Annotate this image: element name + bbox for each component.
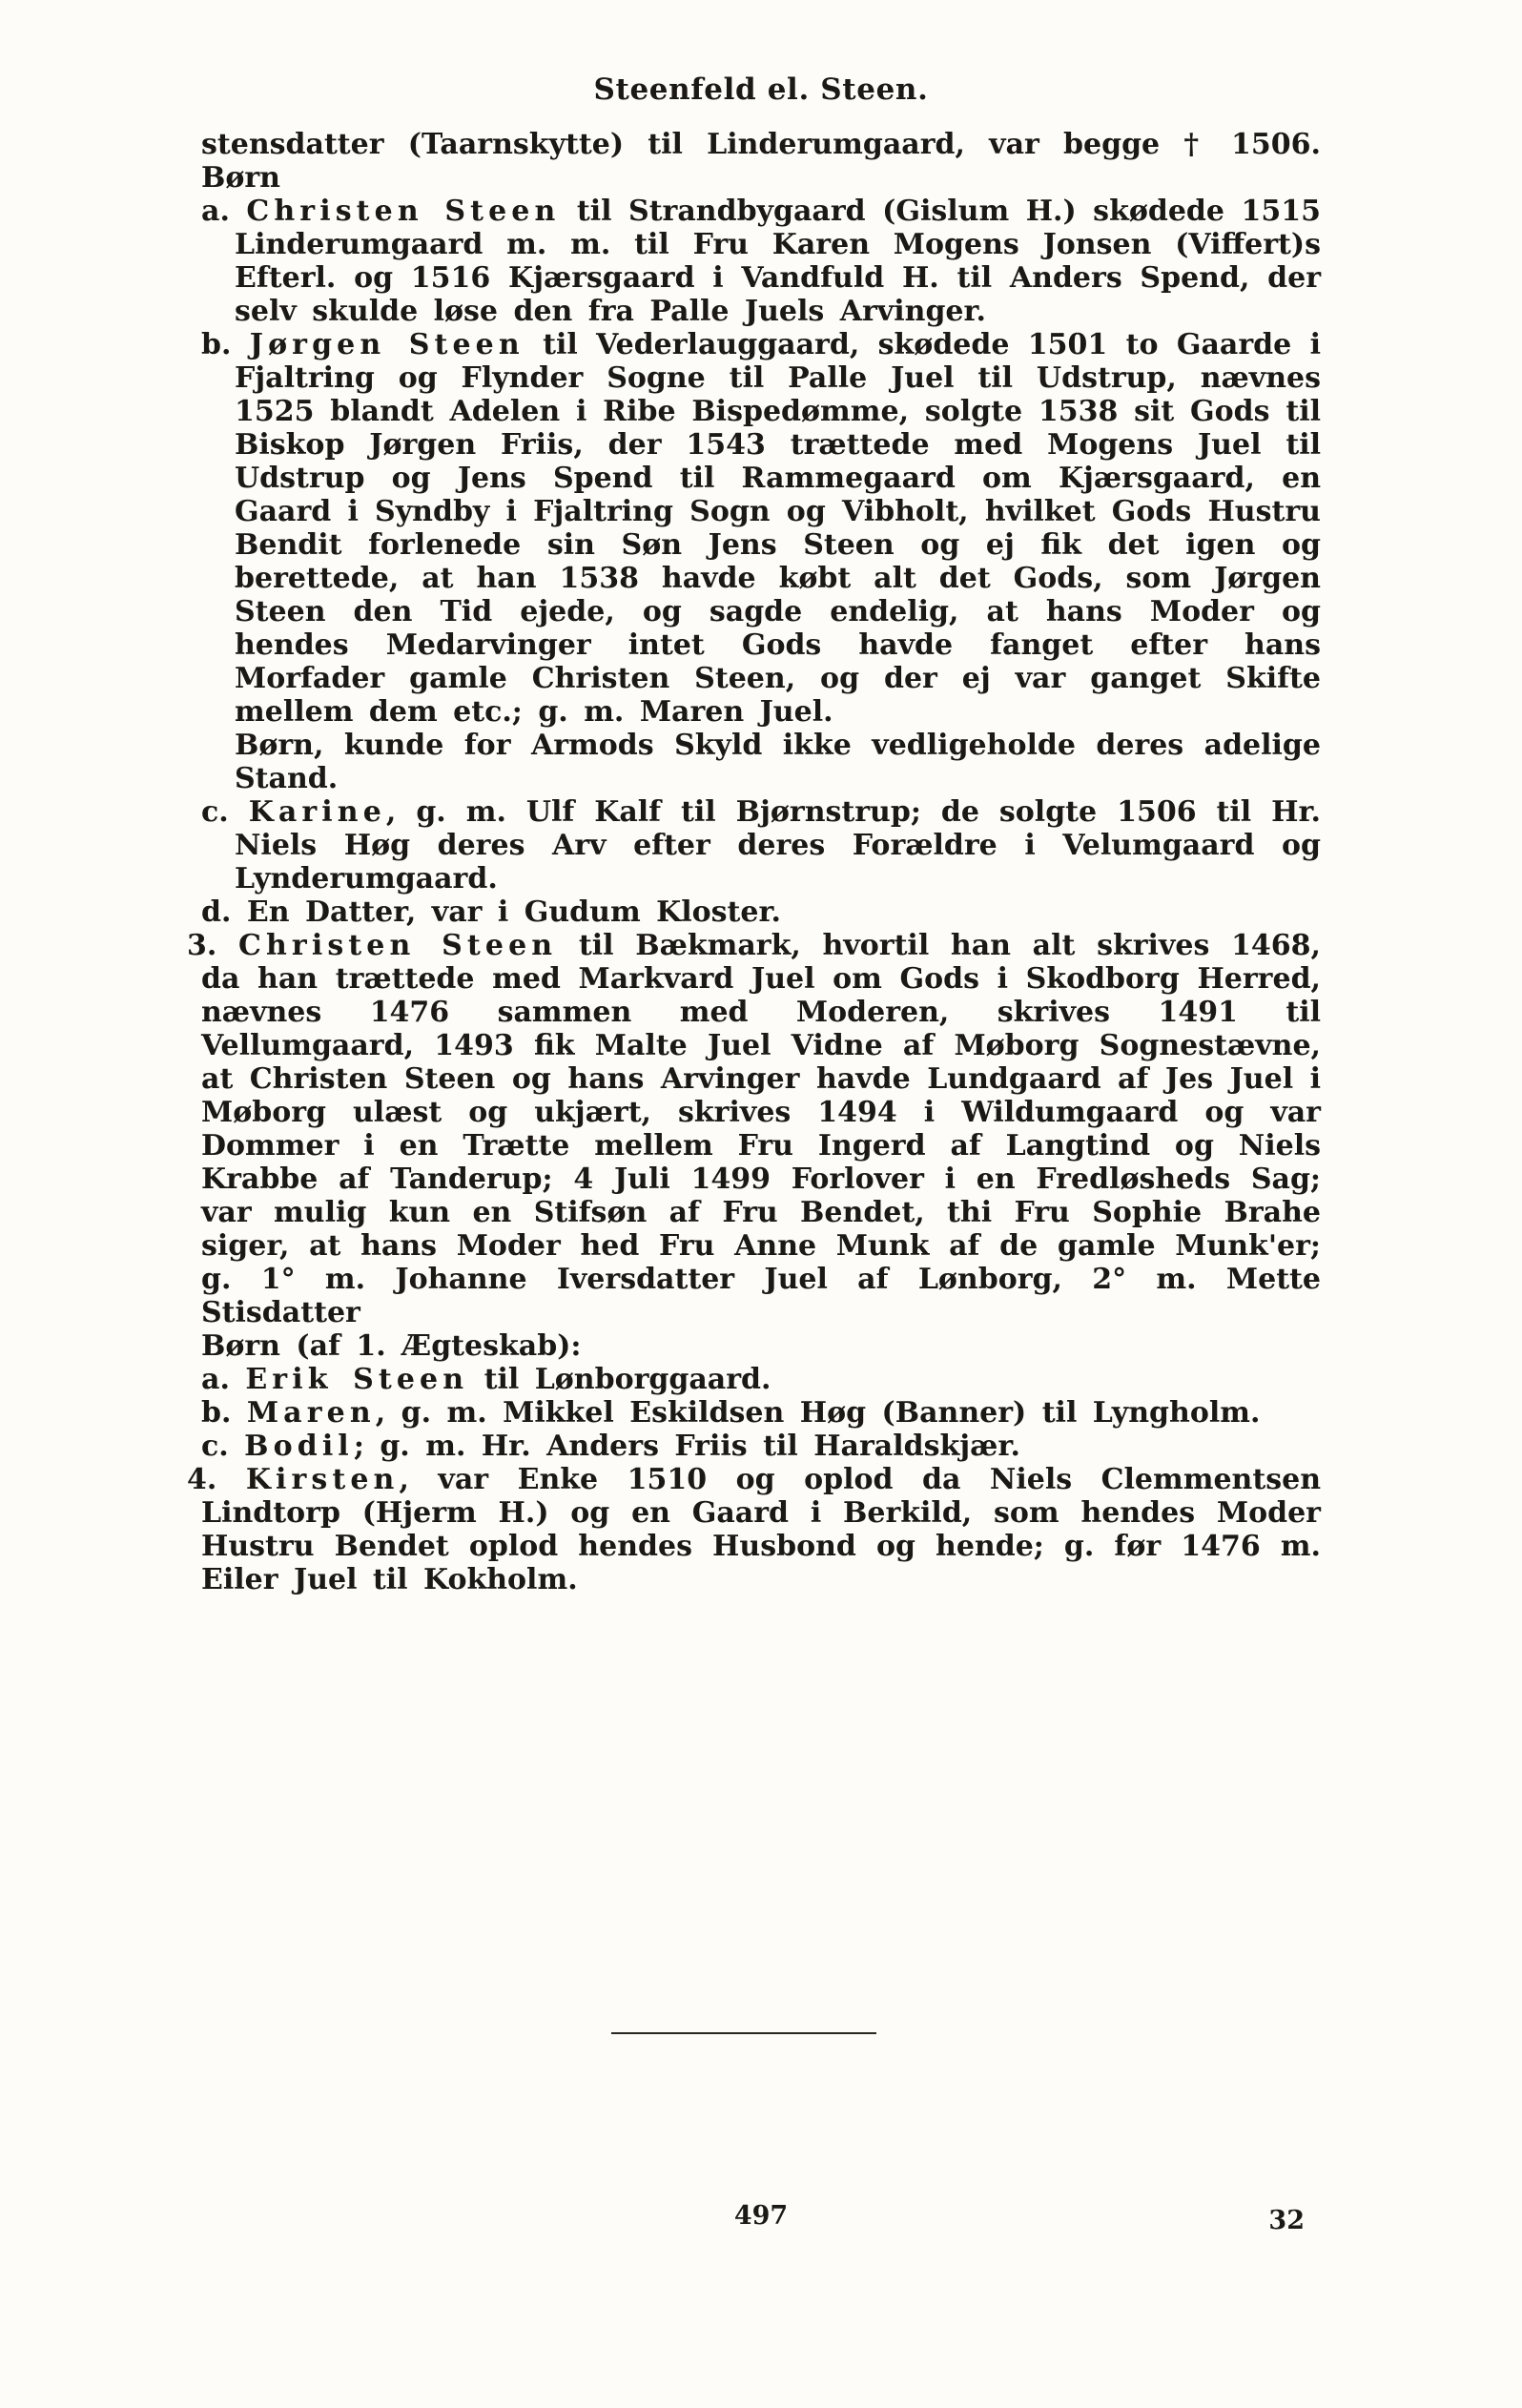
paragraph-continuation [201, 128, 1321, 195]
entry-a-label: a. [201, 195, 230, 228]
entry-3b-text: , g. m. Mikkel Eskildsen Høg (Banner) til Lyngholm. [375, 1396, 1261, 1430]
entry-4-text: , var Enke 1510 og oplod da Niels Clemmentsen Lindtorp (Hjerm H.) og en Gaard i Berkild, som hendes Moder Hustru Bendet oplod hendes Husbond og hende; g. før 1476 m. Eiler Juel til Kokholm. [201, 1463, 1322, 1596]
footer-rule [611, 2032, 876, 2034]
entry-3c-text: ; g. m. Hr. Anders Friis til Haraldskjær. [353, 1430, 1020, 1463]
entry-3-children-heading-text: Børn (af 1. Ægteskab): [201, 1329, 582, 1363]
entry-a-name: Christen Steen [246, 195, 561, 228]
entry-a [201, 195, 1321, 328]
entry-3b [201, 1396, 1321, 1430]
entry-c [201, 795, 1321, 895]
entry-d-label: d. [201, 895, 232, 929]
entry-3-children-heading [201, 1329, 1321, 1363]
entry-3b-name: Maren [246, 1396, 376, 1430]
entry-3a-text: til Lønborggaard. [468, 1363, 771, 1396]
entry-3a [201, 1363, 1321, 1396]
text-block [187, 128, 1322, 1596]
signature-number: 32 [1268, 2206, 1305, 2235]
entry-b [201, 328, 1321, 729]
entry-c-name: Karine [248, 795, 386, 829]
entry-c-label: c. [201, 795, 229, 829]
entry-3c-label: c. [201, 1430, 229, 1463]
entry-3 [187, 929, 1321, 1329]
entry-3-name: Christen Steen [238, 929, 558, 962]
paragraph-continuation-text: stensdatter (Taarnskytte) til Linderumgaard, var begge † 1506. Børn [201, 128, 1321, 195]
entry-3-text: til Bækmark, hvortil han alt skrives 1468, da han trættede med Markvard Juel om Gods i Skodborg Herred, nævnes 1476 sammen med Moderen, skrives 1491 til Vellumgaard, 1493 fik Malte Juel Vidne af Møborg Sognestævne, at Christen Steen og hans Arvinger havde Lundgaard af Jes Juel i Møborg ulæst og ukjært, skrives 1494 i Wildumgaard og var Dommer i en Trætte mellem Fru Ingerd af Langtind og Niels Krabbe af Tanderup; 4 Juli 1499 Forlover i en Fredløsheds Sag; var mulig kun en Stifsøn af Fru Bendet, thi Fru Sophie Brahe siger, at hans Moder hed Fru Anne Munk af de gamle Munk'er; g. 1° m. Johanne Iversdatter Juel af Lønborg, 2° m. Mette Stisdatter [201, 929, 1321, 1329]
entry-b-note [201, 729, 1321, 795]
entry-3b-label: b. [201, 1396, 232, 1430]
entry-3c [201, 1430, 1321, 1463]
entry-4-name: Kirsten [245, 1463, 400, 1496]
page-number: 497 [733, 2201, 789, 2231]
entry-d [201, 895, 1321, 929]
entry-3a-label: a. [201, 1363, 230, 1396]
entry-d-text: En Datter, var i Gudum Kloster. [246, 895, 781, 929]
entry-4 [187, 1463, 1322, 1596]
page-title: Steenfeld el. Steen. [593, 72, 929, 107]
entry-3c-name: Bodil [244, 1430, 354, 1463]
entry-b-note-text: Børn, kunde for Armods Skyld ikke vedligeholde deres adelige Stand. [235, 729, 1321, 795]
entry-a-text: til Strandbygaard (Gislum H.) skødede 1515 Linderumgaard m. m. til Fru Karen Mogens Jonsen (Viffert)s Efterl. og 1516 Kjærsgaard i Vandfuld H. til Anders Spend, der selv skulde løse den fra Palle Juels Arvinger. [235, 195, 1321, 328]
entry-b-name: Jørgen Steen [249, 328, 524, 361]
entry-b-label: b. [201, 328, 232, 361]
entry-4-label: 4. [187, 1463, 217, 1496]
entry-c-text: , g. m. Ulf Kalf til Bjørnstrup; de solgte 1506 til Hr. Niels Høg deres Arv efter deres Forældre i Velumgaard og Lynderumgaard. [235, 795, 1321, 895]
entry-3a-name: Erik Steen [245, 1363, 469, 1396]
entry-3-label: 3. [187, 929, 217, 962]
entry-b-text: til Vederlauggaard, skødede 1501 to Gaarde i Fjaltring og Flynder Sogne til Palle Juel til Udstrup, nævnes 1525 blandt Adelen i Ribe Bispedømme, solgte 1538 sit Gods til Biskop Jørgen Friis, der 1543 trættede med Mogens Juel til Udstrup og Jens Spend til Rammegaard om Kjærsgaard, en Gaard i Syndby i Fjaltring Sogn og Vibholt, hvilket Gods Hustru Bendit forlenede sin Søn Jens Steen og ej fik det igen og berettede, at han 1538 havde købt alt det Gods, som Jørgen Steen den Tid ejede, og sagde endelig, at hans Moder og hendes Medarvinger intet Gods havde fanget efter hans Morfader gamle Christen Steen, og der ej var ganget Skifte mellem dem etc.; g. m. Maren Juel. [235, 328, 1321, 729]
